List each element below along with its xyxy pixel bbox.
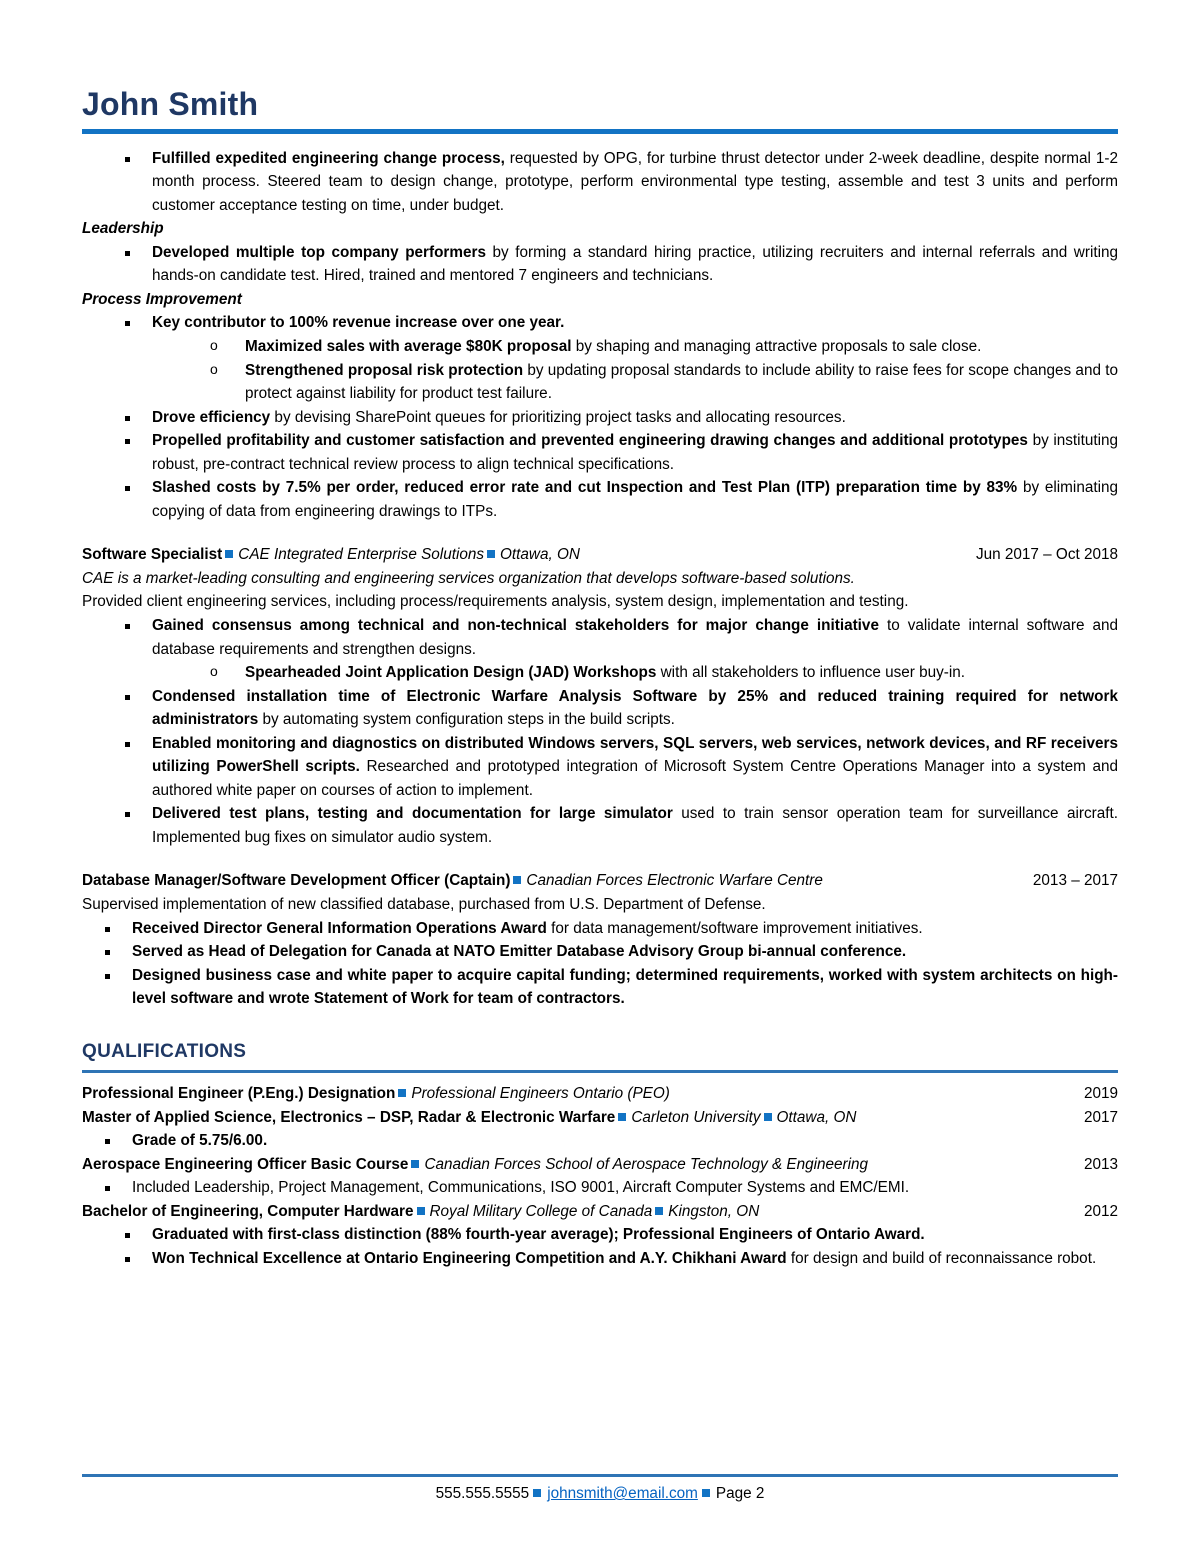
- qualification-org: Canadian Forces School of Aerospace Technology & Engineering: [424, 1155, 869, 1173]
- job-dates: Jun 2017 – Oct 2018: [975, 546, 1118, 564]
- bullet-bold-lead: Grade of 5.75/6.00.: [132, 1132, 268, 1150]
- sub-bullet-bold-lead: Strengthened proposal risk protection: [245, 361, 524, 379]
- square-separator-icon: [225, 550, 233, 558]
- job-header-left: [82, 869, 823, 893]
- sub-list-item: [200, 661, 1118, 685]
- bullet-text: Researched and prototyped integration of Microsoft System Centre Operations Manager into a system and authored white paper on courses of action to implement.: [152, 758, 1118, 799]
- bullet-bold-lead: Key contributor to 100% revenue increase over one year.: [152, 314, 565, 332]
- job-dates: 2013 – 2017: [1032, 872, 1118, 890]
- qualification-bullets: [82, 1129, 1118, 1153]
- sub-bullet-bold-lead: Spearheaded Joint Application Design (JAD) Workshops: [245, 664, 657, 682]
- qualification-entry: [82, 1082, 1118, 1106]
- list-item: [116, 241, 1118, 288]
- bullet-bold-lead: Condensed installation time of Electronic Warfare Analysis Software by 25% and reduced training required for network administrators: [152, 687, 1118, 729]
- qualification-org: Professional Engineers Ontario (PEO): [411, 1084, 670, 1102]
- qualification-title: Master of Applied Science, Electronics – DSP, Radar & Electronic Warfare: [82, 1108, 616, 1126]
- footer-email-link[interactable]: johnsmith@email.com: [547, 1485, 698, 1502]
- bullet-bold-lead: Slashed costs by 7.5% per order, reduced error rate and cut Inspection and Test Plan (ITP) preparation time by 83%: [152, 479, 1018, 497]
- square-separator-icon: [398, 1089, 406, 1097]
- list-item: [116, 1223, 1118, 1247]
- list-item: [96, 1129, 1118, 1153]
- qualification-year: 2019: [1083, 1084, 1118, 1102]
- bullet-text: by devising SharePoint queues for prioritizing project tasks and allocating resources.: [270, 408, 846, 426]
- job-header-software-specialist: [82, 543, 1118, 567]
- job-summary: Provided client engineering services, including process/requirements analysis, system design, implementation and testing.: [82, 593, 909, 611]
- job-title: Database Manager/Software Development Officer (Captain): [82, 872, 511, 890]
- sub-bullet-text: by shaping and managing attractive proposals to sale close.: [571, 337, 982, 355]
- section-rule: [82, 1070, 1118, 1073]
- list-item: [116, 429, 1118, 476]
- sub-bullet-bold-lead: Maximized sales with average $80K proposal: [245, 337, 572, 355]
- bullet-bold-lead: Served as Head of Delegation for Canada at NATO Emitter Database Advisory Group bi-annual conference.: [132, 943, 907, 961]
- qualification-location: Kingston, ON: [668, 1202, 760, 1220]
- qualification-entry: [82, 1106, 1118, 1130]
- qualification-bullets: [82, 1176, 1118, 1200]
- database-manager-bullets: [82, 917, 1118, 1011]
- job-header-left: [82, 543, 580, 567]
- list-item: [96, 1176, 1118, 1200]
- job-company: Canadian Forces Electronic Warfare Centre: [526, 872, 823, 890]
- list-item: [96, 917, 1118, 941]
- list-item: [116, 802, 1118, 849]
- square-separator-icon: [411, 1160, 419, 1168]
- qualification-left: [82, 1153, 868, 1177]
- sub-bullet-text: by updating proposal standards to include ability to raise fees for scope changes and to protect against liability for product test failure.: [245, 361, 1118, 403]
- square-separator-icon: [655, 1207, 663, 1215]
- bullet-bold-lead: Enabled monitoring and diagnostics on distributed Windows servers, SQL servers, web services, network devices, and RF receivers utilizing PowerShell scripts.: [152, 734, 1118, 776]
- qualification-title: Bachelor of Engineering, Computer Hardware: [82, 1202, 414, 1220]
- qualification-entry: [82, 1153, 1118, 1177]
- square-separator-icon: [487, 550, 495, 558]
- page-footer: [82, 1474, 1118, 1503]
- leadership-bullets: [82, 241, 1118, 288]
- square-separator-icon: [618, 1113, 626, 1121]
- bullet-text: by eliminating copying of data from engineering drawings to ITPs.: [152, 479, 1119, 520]
- bullet-bold-lead: Designed business case and white paper to acquire capital funding; determined requirements, worked with system architects on high-level software and wrote Statement of Work for team of contractors.: [132, 966, 1118, 1008]
- qualification-left: [82, 1082, 670, 1106]
- qualifications-list: [82, 1082, 1118, 1270]
- list-item: [116, 685, 1118, 732]
- qualification-left: [82, 1106, 856, 1130]
- qualification-entry: [82, 1200, 1118, 1224]
- list-item: [96, 964, 1118, 1011]
- qualification-year: 2013: [1083, 1155, 1118, 1173]
- list-item: [116, 732, 1118, 803]
- bullet-text: for data management/software improvement initiatives.: [546, 919, 923, 937]
- qualification-org: Royal Military College of Canada: [429, 1202, 653, 1220]
- bullet-text: Included Leadership, Project Management, Communications, ISO 9001, Aircraft Computer Systems and EMC/EMI.: [132, 1179, 910, 1197]
- continued-role-bullets: [82, 147, 1118, 218]
- list-item: [116, 476, 1118, 523]
- company-blurb: CAE is a market-leading consulting and engineering services organization that develops software-based solutions.: [82, 569, 855, 587]
- sub-bullets: [152, 661, 1118, 685]
- list-item: [96, 940, 1118, 964]
- page-title: John Smith: [82, 86, 259, 122]
- job-header-database-manager: [82, 869, 1118, 893]
- list-item: [116, 147, 1118, 218]
- footer-page-number: Page 2: [715, 1485, 765, 1502]
- bullet-text: by automating system configuration steps in the build scripts.: [258, 711, 675, 729]
- bullet-text: used to train sensor operation team for surveillance aircraft. Implemented bug fixes on simulator audio system.: [152, 805, 1118, 846]
- sub-list-item: [200, 359, 1118, 406]
- sub-bullets: [152, 335, 1118, 406]
- job-company: CAE Integrated Enterprise Solutions: [238, 546, 485, 564]
- bullet-bold-lead: Delivered test plans, testing and documentation for large simulator: [152, 805, 673, 823]
- list-item: [116, 614, 1118, 685]
- job-title: Software Specialist: [82, 546, 223, 564]
- subheading-process-improvement: Process Improvement: [82, 290, 242, 308]
- document-body: [82, 147, 1118, 1271]
- subheading-leadership: Leadership: [82, 220, 164, 238]
- bullet-text: for design and build of reconnaissance robot.: [786, 1249, 1097, 1267]
- bullet-bold-lead: Won Technical Excellence at Ontario Engineering Competition and A.Y. Chikhani Award: [152, 1249, 787, 1267]
- page-header: [82, 0, 1118, 134]
- sub-list-item: [200, 335, 1118, 359]
- bullet-bold-lead: Developed multiple top company performers: [152, 243, 486, 261]
- qualification-year: 2012: [1083, 1202, 1118, 1220]
- footer-contact: [82, 1485, 1118, 1503]
- qualification-title: Professional Engineer (P.Eng.) Designation: [82, 1084, 396, 1102]
- square-separator-icon: [702, 1489, 710, 1497]
- sub-bullet-text: with all stakeholders to influence user buy-in.: [656, 664, 966, 682]
- qualification-title: Aerospace Engineering Officer Basic Course: [82, 1155, 409, 1173]
- square-separator-icon: [764, 1113, 772, 1121]
- section-heading-qualifications: QUALIFICATIONS: [82, 1040, 247, 1062]
- qualification-left: [82, 1200, 759, 1224]
- bullet-text: requested by OPG, for turbine thrust detector under 2-week deadline, despite normal 1-2 month process. Steered team to design change, prototype, perform environmental type testing, assemble and test 3 units and perform customer acceptance testing on time, under budget.: [152, 149, 1118, 214]
- bullet-bold-lead: Drove efficiency: [152, 408, 271, 426]
- header-rule: [82, 129, 1118, 134]
- list-item: [116, 406, 1118, 430]
- software-specialist-bullets: [82, 614, 1118, 849]
- bullet-text: by instituting robust, pre-contract technical review process to align technical specifications.: [152, 432, 1119, 473]
- job-location: Ottawa, ON: [500, 546, 580, 564]
- bullet-bold-lead: Received Director General Information Operations Award: [132, 919, 547, 937]
- qualification-org: Carleton University: [631, 1108, 761, 1126]
- footer-phone: 555.555.5555: [435, 1485, 530, 1502]
- bullet-bold-lead: Gained consensus among technical and non-technical stakeholders for major change initiative: [152, 616, 879, 634]
- qualification-bullets: [82, 1223, 1118, 1270]
- qualification-year: 2017: [1083, 1108, 1118, 1126]
- process-improvement-bullets: [82, 311, 1118, 523]
- square-separator-icon: [513, 876, 521, 884]
- footer-rule: [82, 1474, 1118, 1477]
- bullet-bold-lead: Graduated with first-class distinction (88% fourth-year average); Professional Engineers of Ontario Award.: [152, 1226, 925, 1244]
- qualification-location: Ottawa, ON: [776, 1108, 857, 1126]
- list-item: [116, 311, 1118, 405]
- square-separator-icon: [533, 1489, 541, 1497]
- bullet-bold-lead: Propelled profitability and customer satisfaction and prevented engineering drawing changes and additional prototypes: [152, 432, 1028, 450]
- square-separator-icon: [417, 1207, 425, 1215]
- bullet-text: by forming a standard hiring practice, utilizing recruiters and internal referrals and writing hands-on candidate test. Hired, trained and mentored 7 engineers and technicians.: [152, 243, 1118, 285]
- bullet-bold-lead: Fulfilled expedited engineering change process,: [152, 149, 505, 167]
- list-item: [116, 1247, 1118, 1271]
- bullet-text: to validate internal software and database requirements and strengthen designs.: [152, 616, 1118, 658]
- job-summary: Supervised implementation of new classified database, purchased from U.S. Department of Defense.: [82, 896, 766, 913]
